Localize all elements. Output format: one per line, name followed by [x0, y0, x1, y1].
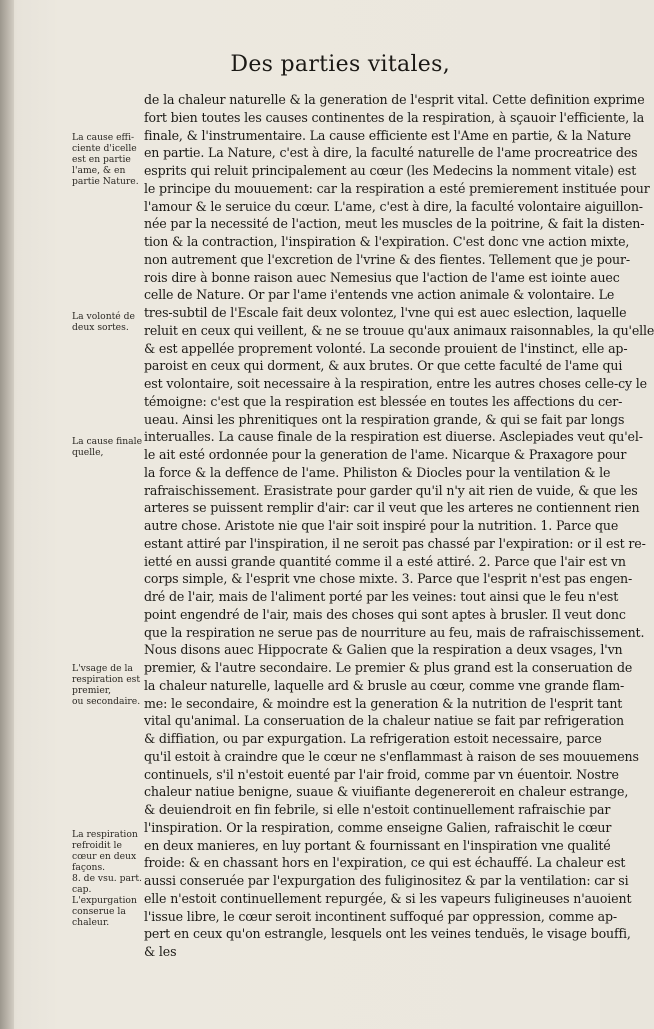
body-line: arteres se puissent remplir d'air: car il veut que les arteres ne contiennent rien	[144, 500, 640, 516]
margin-note-line: est en partie	[72, 154, 131, 165]
body-line: en partie. La Nature, c'est à dire, la faculté naturelle de l'ame procreatrice des	[144, 145, 638, 161]
margin-note-final-cause	[72, 436, 144, 458]
margin-note-line: partie Nature.	[72, 176, 139, 187]
body-line: en deux manieres, en luy portant & fournissant en l'inspiration vne qualité	[144, 837, 611, 853]
body-line: née par la necessité de l'action, meut les muscles de la poitrine, & fait la disten-	[144, 216, 645, 232]
body-line: l'inspiration. Or la respiration, comme enseigne Galien, rafraischit le cœur	[144, 819, 612, 835]
body-line: premier, & l'autre secondaire. Le premier & plus grand est la conseruation de	[144, 660, 633, 675]
margin-note-efficient-cause	[72, 132, 144, 187]
body-line: l'issue libre, le cœur seroit incontinent suffoqué par oppression, comme ap-	[144, 908, 617, 924]
body-line: esprits qui reluit principalement au cœur (les Medecins la nomment vitale) est	[144, 163, 637, 178]
body-line: celle de Nature. Or par l'ame i'entends vne action animale & volontaire. Le	[144, 287, 615, 303]
body-line: ueau. Ainsi les phrenitiques ont la respiration grande, & qui se fait par longs	[144, 411, 625, 427]
page-running-title: Des parties vitales,	[230, 52, 450, 77]
margin-note-line: chaleur.	[72, 917, 110, 928]
body-line: chaleur natiue benigne, suaue & viuifiante degenereroit en chaleur estrange,	[144, 784, 629, 800]
body-line: autre chose. Aristote nie que l'air soit inspiré pour la nutrition. 1. Parce que	[144, 518, 619, 533]
body-line: de la chaleur naturelle & la generation de l'esprit vital. Cette definition exprime	[144, 92, 645, 107]
body-line: & les	[144, 944, 177, 959]
body-line: point engendré de l'air, mais des choses qui sont aptes à brusler. Il veut donc	[144, 606, 626, 622]
body-line: rafraischissement. Erasistrate pour garder qu'il n'y ait rien de vuide, & que les	[144, 482, 638, 498]
body-line: l'amour & le seruice du cœur. L'ame, c'est à dire, la faculté volontaire aiguillon-	[144, 198, 643, 214]
body-line: non autrement que l'excretion de l'vrine & des fientes. Tellement que je pour-	[144, 251, 630, 267]
margin-note-line: respiration est	[72, 674, 141, 685]
margin-note-two-wills	[72, 311, 144, 333]
body-line: paroist en ceux qui dorment, & aux brutes. Or que cette faculté de l'ame qui	[144, 358, 623, 374]
margin-note-line: façons.	[72, 862, 106, 873]
margin-note-line: La volonté de	[72, 311, 135, 322]
body-line: continuels, s'il n'estoit euenté par l'air froid, comme par vn éuentoir. Nostre	[144, 766, 619, 782]
body-line: interualles. La cause finale de la respiration est diuerse. Asclepiades veut qu'el-	[144, 429, 643, 445]
body-line: vital qu'animal. La conseruation de la chaleur natiue se fait par refrigeration	[144, 713, 625, 729]
body-line: est volontaire, soit necessaire à la respiration, entre les autres choses celle-cy le	[144, 376, 647, 391]
body-line: tres-subtil de l'Escale fait deux volontez, l'vne qui est auec eslection, laquelle	[144, 305, 627, 320]
body-line: la chaleur naturelle, laquelle ard & brusle au cœur, comme vne grande flam-	[144, 677, 625, 693]
body-line: & est appellée proprement volonté. La seconde prouient de l'instinct, elle ap-	[144, 340, 628, 356]
margin-note-line: quelle,	[72, 447, 104, 458]
margin-note-line: L'expurgation	[72, 895, 137, 906]
margin-note-line: ciente d'icelle	[72, 143, 137, 154]
body-line: estant attiré par l'inspiration, il ne seroit pas chassé par l'expiration: or il est re-	[144, 535, 646, 551]
body-line: qu'il estoit à craindre que le cœur ne s'enflammast à raison de ses mouuemens	[144, 748, 639, 764]
margin-note-line: premier,	[72, 685, 112, 696]
margin-note-line: 8. de vsu. part.	[72, 873, 142, 884]
body-line: tion & la contraction, l'inspiration & l'expiration. C'est donc vne action mixte,	[144, 234, 630, 249]
body-line: reluit en ceux qui veillent, & ne se trouue qu'aux animaux raisonnables, la qu'elle	[144, 322, 654, 338]
body-line: aussi conseruée par l'expurgation des fuliginositez & par la ventilation: car si	[144, 873, 629, 888]
margin-note-line: cap.	[72, 884, 92, 895]
body-line: & deuiendroit en fin febrile, si elle n'estoit continuellement rafraischie par	[144, 802, 611, 817]
body-line: que la respiration ne serue pas de nourriture au feu, mais de rafraischissement.	[144, 624, 645, 640]
body-line: le principe du mouuement: car la respiration a esté premierement instituée pour	[144, 180, 650, 196]
margin-note-line: l'ame, & en	[72, 165, 126, 176]
body-line: ietté en aussi grande quantité comme il a esté attiré. 2. Parce que l'air est vn	[144, 553, 626, 569]
body-line: dré de l'air, mais de l'aliment porté par les veines: tout ainsi que le feu n'est	[144, 589, 619, 604]
body-line: le ait esté ordonnée pour la generation de l'ame. Nicarque & Praxagore pour	[144, 447, 627, 462]
body-line: la force & la deffence de l'ame. Philiston & Diocles pour la ventilation & le	[144, 464, 611, 480]
body-line: froide: & en chassant hors en l'expiration, ce qui est échauffé. La chaleur est	[144, 855, 626, 871]
body-line: corps simple, & l'esprit vne chose mixte. 3. Parce que l'esprit n'est pas engen-	[144, 571, 633, 587]
margin-note-line: refroidit le	[72, 840, 122, 851]
margin-note-uses-of-respiration	[72, 663, 144, 707]
body-line: finale, & l'instrumentaire. La cause efficiente est l'Ame en partie, & la Nature	[144, 127, 631, 143]
margin-note-line: La respiration	[72, 829, 138, 840]
margin-note-line: L'vsage de la	[72, 663, 133, 674]
margin-note-line: ou secondaire.	[72, 696, 141, 707]
body-line: elle n'estoit continuellement repurgée, & si les vapeurs fuligineuses n'auoient	[144, 890, 632, 906]
margin-note-line: conserue la	[72, 906, 126, 917]
margin-note-line: La cause effi-	[72, 132, 135, 143]
page-gutter-shadow	[0, 0, 14, 1029]
body-line: pert en ceux qu'on estrangle, lesquels ont les veines tenduës, le visage bouffi,	[144, 926, 631, 942]
margin-note-line: La cause finale	[72, 436, 143, 447]
main-text-column	[144, 91, 654, 961]
margin-note-line: cœur en deux	[72, 851, 137, 862]
margin-note-cooling-and-expurgation	[72, 829, 144, 928]
body-line: fort bien toutes les causes continentes de la respiration, à sçauoir l'efficiente, la	[144, 109, 645, 125]
margin-note-line: deux sortes.	[72, 322, 129, 333]
body-line: & diffiation, ou par expurgation. La refrigeration estoit necessaire, parce	[144, 731, 602, 746]
body-line: témoigne: c'est que la respiration est blessée en toutes les affections du cer-	[144, 393, 623, 409]
body-line: rois dire à bonne raison auec Nemesius que l'action de l'ame est iointe auec	[144, 269, 620, 285]
body-line: Nous disons auec Hippocrate & Galien que la respiration a deux vsages, l'vn	[144, 642, 623, 658]
body-line: me: le secondaire, & moindre est la generation & la nutrition de l'esprit tant	[144, 695, 623, 711]
